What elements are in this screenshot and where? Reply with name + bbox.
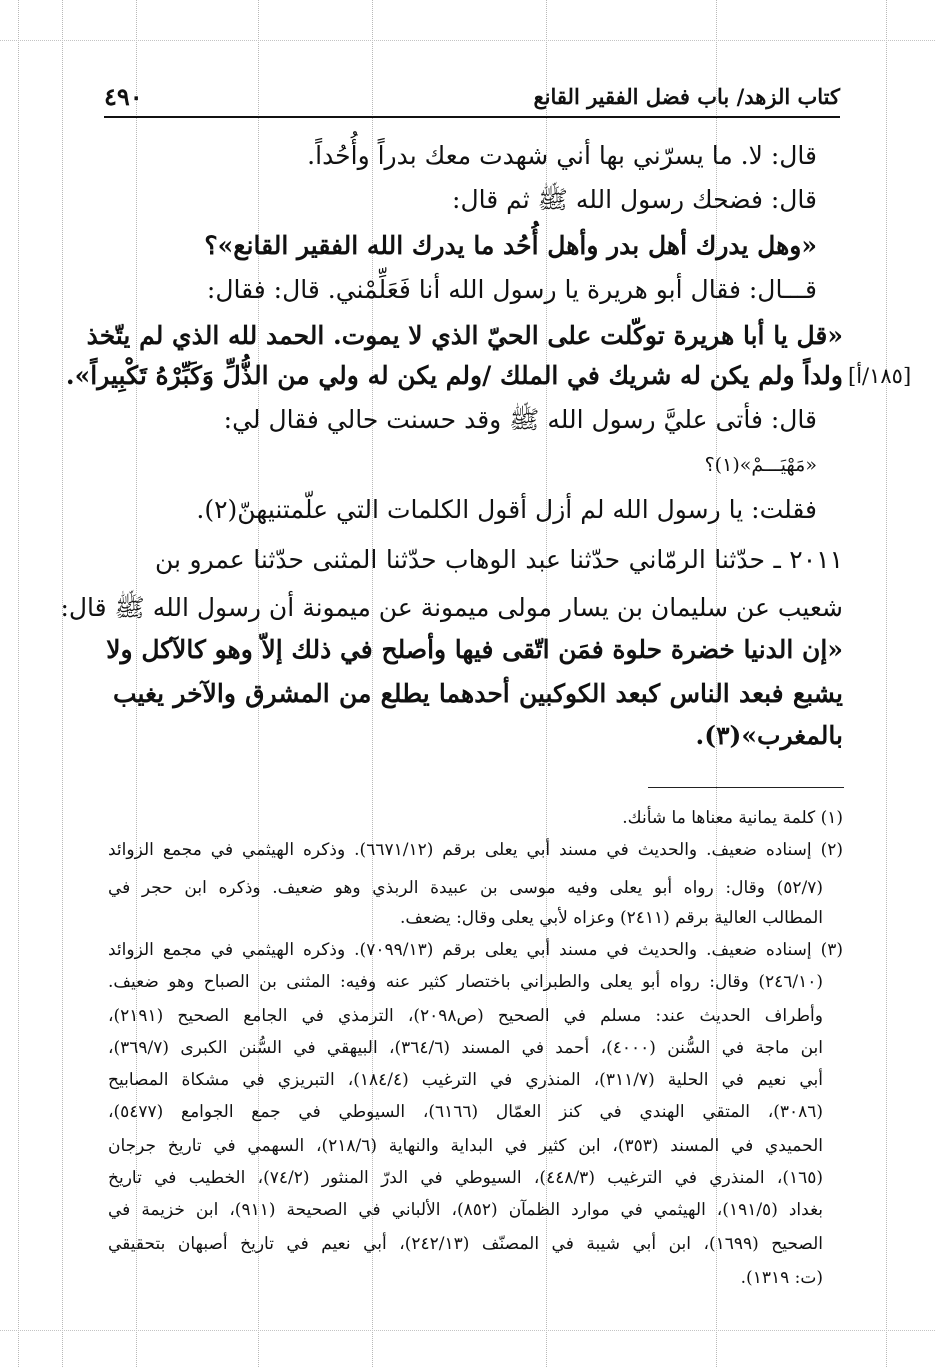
footnote-line: (٢) إسناده ضعيف. والحديث في مسند أبي يعلى برقم (٦٦٧١/١٢). وذكره الهيثمي في مجمع الزوائد — [108, 840, 843, 860]
hadith-quote-line: «إن الدنيا خضرة حلوة فمَن اتّقى فيها وأصلح في ذلك إلاّ وهو كالآكل ولا — [106, 635, 843, 664]
scan-dotted-line — [886, 0, 887, 1367]
hadith-quote-line: بالمغرب»(٣). — [695, 721, 843, 750]
text-line: قال: فأتى عليَّ رسول الله ﷺ وقد حسنت حالي فقال لي: — [223, 405, 817, 434]
hadith-quote-line: «وهل يدرك أهل بدر وأهل أُحُد ما يدرك الله الفقير القانع»؟ — [204, 231, 817, 260]
footnote-line: (ت: ١٣١٩). — [740, 1268, 823, 1288]
hadith-isnad-line: شعيب عن سليمان بن يسار مولى ميمونة عن ميمونة أن رسول الله ﷺ قال: — [60, 593, 843, 622]
footnote-line: الحميدي في المسند (٣٥٣)، ابن كثير في البداية والنهاية (٢١٨/٦)، السهمي في تاريخ جرجان — [108, 1136, 823, 1156]
scan-dotted-line — [18, 0, 19, 1367]
hadith-quote-line: «قل يا أبا هريرة توكّلت على الحيّ الذي لا يموت. الحمد لله الذي لم يتّخذ — [86, 321, 843, 350]
text-line: فقلت: يا رسول الله لم أزل أقول الكلمات التي علّمتنيهنّ(٢). — [196, 495, 817, 524]
text-line: قـــال: فقال أبو هريرة يا رسول الله أنا فَعَلِّمْني. قال: فقال: — [206, 275, 817, 304]
running-title: كتاب الزهد/ باب فضل الفقير القانع — [533, 84, 840, 109]
hadith-isnad-line: ٢٠١١ ـ حدّثنا الرمّاني حدّثنا عبد الوهاب حدّثنا المثنى حدّثنا عمرو بن — [155, 545, 843, 574]
footnote-line: (٥٢/٧) وقال: رواه أبو يعلى وفيه موسى بن عبيدة الربذي وهو ضعيف. وذكره ابن حجر في — [108, 878, 823, 898]
footnote-line: أبي نعيم في الحلية (٣١١/٧)، المنذري في الترغيب (١٨٤/٤)، التبريزي في مشكاة المصابيح — [108, 1070, 823, 1090]
footnote-separator — [648, 787, 844, 788]
text-line: قال: لا. ما يسرّني بها أني شهدت معك بدراً وأُحُداً. — [307, 141, 817, 170]
manuscript-folio-reference: [١٨٥/أ] — [848, 364, 912, 388]
scan-dotted-line — [62, 0, 63, 1367]
hadith-quote-line: يشبع فبعد الناس كبعد الكوكبين أحدهما يطلع من المشرق والآخر يغيب — [113, 679, 843, 708]
footnote-line: (٣٠٨٦)، المتقي الهندي في كنز العمّال (٦١٦٦)، السيوطي في جمع الجوامع (٥٤٧٧)، — [108, 1102, 824, 1122]
scan-dotted-line — [0, 40, 935, 41]
scan-dotted-line — [0, 1330, 935, 1331]
footnote-line: بغداد (١٩١/٥)، الهيثمي في موارد الظمآن (٨٥٢)، الألباني في الصحيحة (٩١١)، ابن خزيمة في — [108, 1200, 824, 1220]
footnote-line: (١) كلمة يمانية معناها ما شأنك. — [622, 808, 843, 828]
page-number: ٤٩٠ — [104, 82, 143, 111]
page-header — [104, 80, 840, 114]
text-line: «مَهْيَـــمْ»(١)؟ — [704, 454, 817, 476]
footnote-line: (٢٤٦/١٠) وقال: رواه أبو يعلى والطبراني باختصار كثير عنه وفيه: المثنى بن الصباح وهو ضعيف. — [108, 972, 823, 992]
footnote-line: ابن ماجة في السُّنن (٤٠٠٠)، أحمد في المسند (٣٦٤/٦)، البيهقي في السُّنن الكبرى (٣٦٩/٧)، — [108, 1038, 823, 1058]
footnote-line: وأطراف الحديث عند: مسلم في الصحيح (ص٢٠٩٨)، الترمذي في الجامع الصحيح (٢١٩١)، — [108, 1006, 823, 1026]
footnote-line: (٣) إسناده ضعيف. والحديث في مسند أبي يعلى برقم (٧٠٩٩/١٣). وذكره الهيثمي في مجمع الزوائد — [108, 940, 843, 960]
text-line: قال: فضحك رسول الله ﷺ ثم قال: — [452, 185, 817, 214]
footnote-line: الصحيح (١٦٩٩)، ابن أبي شيبة في المصنّف (٢٤٢/١٣)، أبي نعيم في تاريخ أصبهان بتحقيقي — [108, 1234, 823, 1254]
footnote-line: المطالب العالية برقم (٢٤١١) وعزاه لأبي يعلى وقال: يضعف. — [400, 908, 823, 928]
footnote-line: (١٦٥)، المنذري في الترغيب (٤٤٨/٣)، السيوطي في الدرّ المنثور (٧٤/٢)، الخطيب في تاريخ — [108, 1168, 823, 1188]
header-rule — [104, 116, 840, 118]
hadith-quote-line: ولداً ولم يكن له شريك في الملك /ولم يكن له ولي من الذُّلِّ وَكَبِّرْهُ تَكْبِيراً». — [65, 361, 843, 390]
